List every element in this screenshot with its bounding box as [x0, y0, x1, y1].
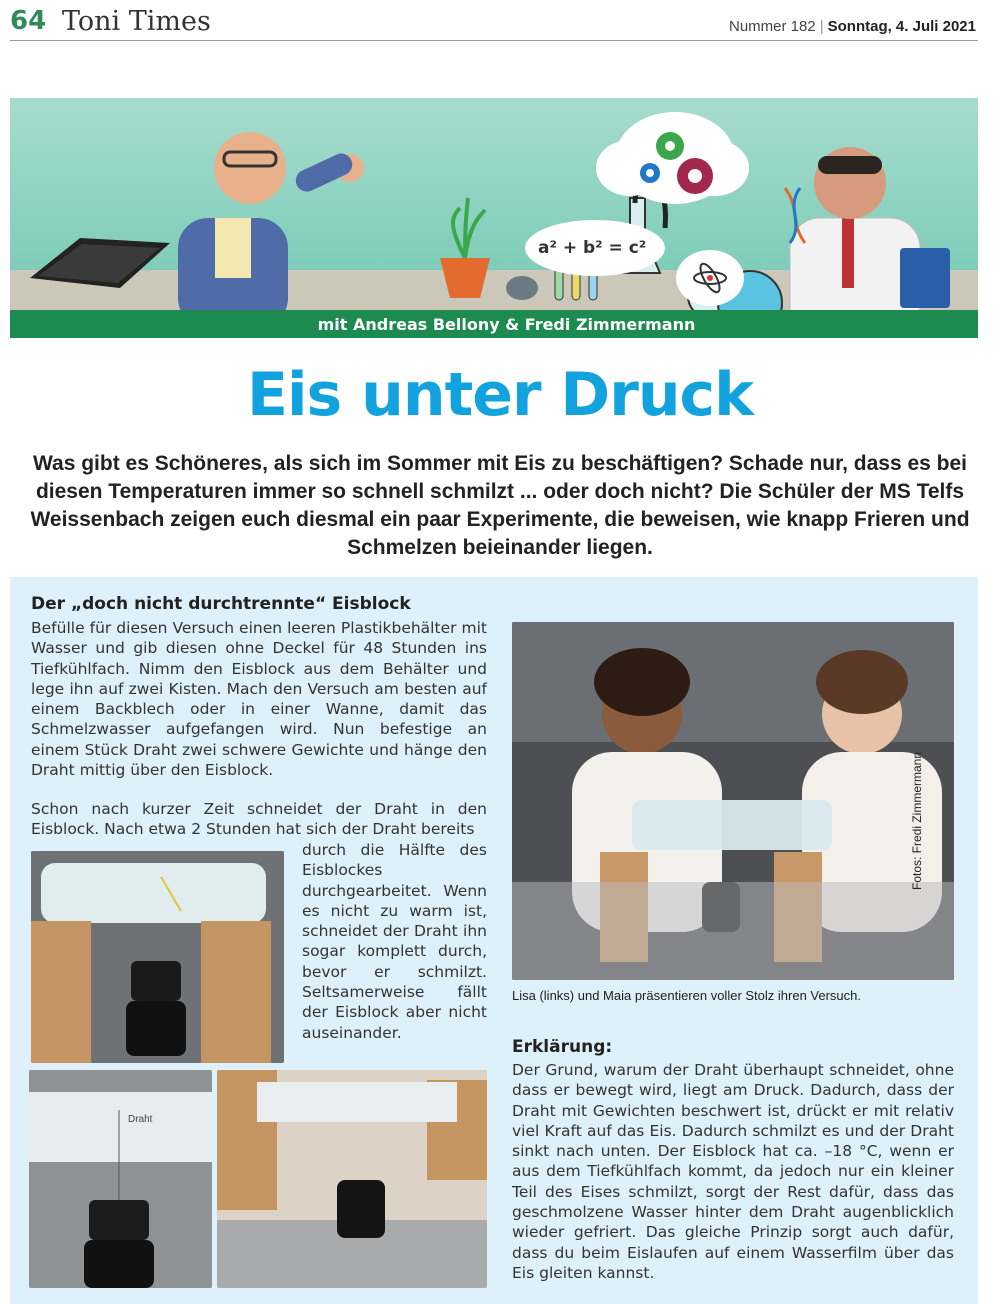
wire-label: Draht	[128, 1114, 153, 1125]
author-credit: mit Andreas Bellony & Fredi Zimmermann	[317, 315, 696, 334]
experiment-photo-2	[29, 1070, 212, 1288]
ice-block-closeup-image	[31, 851, 284, 1063]
section1-paragraph-1: Befülle für diesen Versuch einen leeren Plastikbehälter mit Wasser und gib diesen ohne Deckel für 48 Stunden ins Tiefkühlfach. Nimm den Eisblock aus dem Behälter und lege ihn auf zwei Kisten. Mach den Versuch am besten auf einem Backblech oder in einer Wanne, damit das Schmelzwasser aufgefangen wird. Nun befestige an einem Stück Draht zwei schwere Gewichte und hänge den Draht mittig über den Eisblock.	[31, 619, 487, 780]
experiment-photo-3	[217, 1070, 487, 1288]
mortar-icon	[506, 276, 538, 300]
photo-credit: Fotos: Fredi Zimmermann	[910, 751, 924, 890]
article-lead: Was gibt es Schöneres, als sich im Sommer mit Eis zu beschäftigen? Schade nur, dass es bei diesen Temperaturen immer so schnell schmilzt ... oder doch nicht? Die Schüler der MS Telfs Weissenbach zeigen euch diesmal ein paar Experimente, die beweisen, wie knapp Frieren und Schmelzen beieinander liegen.	[30, 452, 970, 559]
issue-date: Sonntag, 4. Juli 2021	[827, 18, 976, 35]
photo-caption: Lisa (links) und Maia präsentieren voller Stolz ihren Versuch.	[512, 988, 862, 1003]
article-title: Eis unter Druck	[246, 360, 753, 430]
plant-icon	[440, 198, 490, 298]
page-header	[0, 0, 1000, 44]
section1-paragraph-3: durch die Hälfte des Eisblockes durchgearbeitet. Wenn es nicht zu warm ist, schneidet der Draht ihn sogar komplett durch, bevor er schmilzt. Seltsamerweise fällt der Eisblock aber nicht auseinander.	[302, 841, 487, 1042]
section1-heading: Der „doch nicht durchtrennte“ Eisblock	[31, 594, 411, 614]
section2-paragraph: Der Grund, warum der Draht überhaupt schneidet, ohne dass er bewegt wird, liegt am Druck. Dadurch, dass der Draht mit Gewichten beschwert ist, drückt er mit relativ viel Kraft auf das Eis. Dadurch schmilzt es und der Draht sinkt nach unten. Der Eisblock hat ca. –18 °C, wenn er aus dem Tiefkühlfach kommt, da jedoch nur ein kleiner Teil des Eises schmilzt, sorgt der Rest dafür, dass das geschmolzene Wasser hinter dem Draht augenblicklich wieder gefriert. Das gleiche Prinzip sorgt auch dafür, dass du beim Eislaufen auf einem Wasserfilm über das Eis gleiten kannst.	[512, 1061, 954, 1282]
comic-banner	[10, 98, 978, 338]
page-number: 64	[10, 6, 47, 36]
experiment-photo-1	[31, 851, 284, 1063]
math-formula: a² + b² = c²	[538, 238, 647, 258]
girls-with-ice-block-image	[512, 622, 954, 980]
wire-in-ice-image	[29, 1070, 212, 1288]
section2-heading: Erklärung:	[512, 1037, 613, 1057]
header-divider	[10, 40, 978, 41]
issue-number: Nummer 182	[729, 18, 816, 35]
section1-paragraph-2: Schon nach kurzer Zeit schneidet der Draht in den Eisblock. Nach etwa 2 Stunden hat sich der Draht bereits	[31, 800, 487, 839]
weight-hanging-image	[217, 1070, 487, 1288]
main-photo	[512, 622, 954, 980]
issue-info: Nummer 182 | Sonntag, 4. Juli 2021	[729, 18, 976, 35]
newspaper-name: Toni Times	[62, 6, 211, 37]
banner-illustration	[10, 98, 978, 338]
